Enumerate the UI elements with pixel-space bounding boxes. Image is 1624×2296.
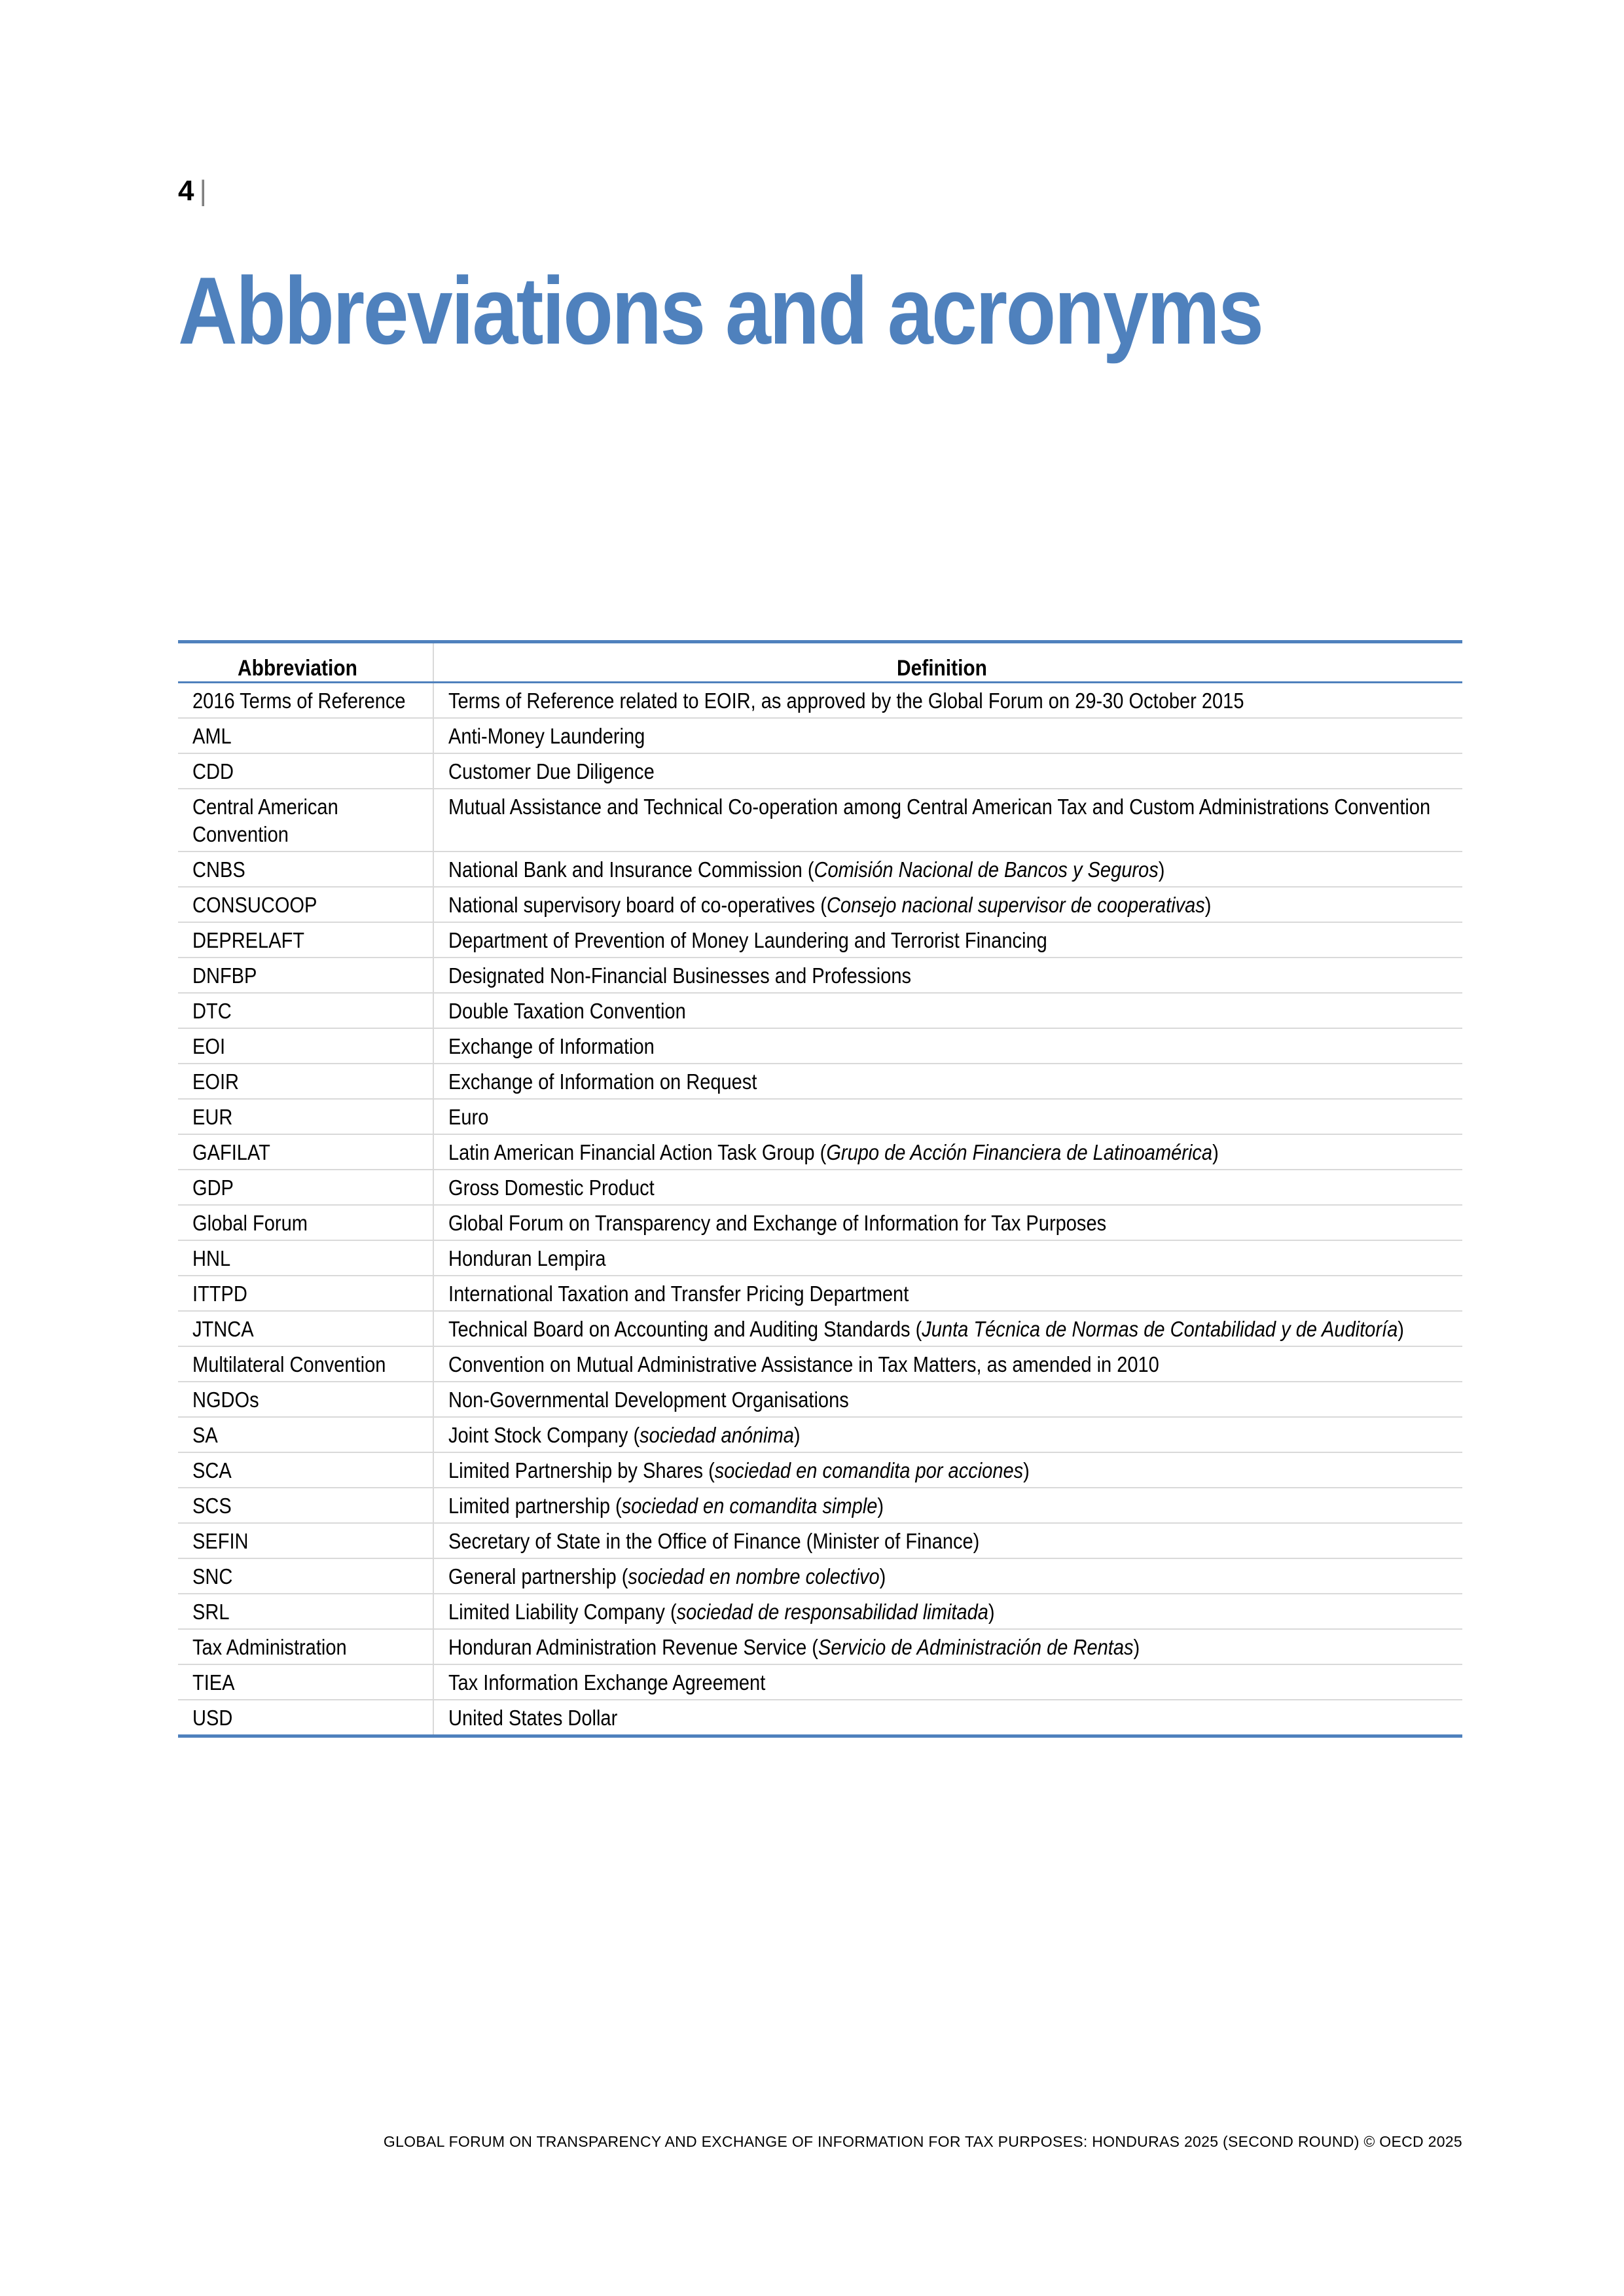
definition-cell [433,1558,1462,1594]
definition-cell [433,993,1462,1028]
definition-original-name: Servicio de Administración de Rentas [818,1635,1134,1659]
table-row [178,1523,1462,1558]
definition-text: Joint Stock Company [448,1423,628,1447]
definition-text: Gross Domestic Product [448,1175,655,1200]
table-row [178,683,1462,719]
table-row [178,753,1462,789]
definition-cell [433,1170,1462,1205]
definition-cell [433,852,1462,887]
definition-content: National Bank and Insurance Commission (Comisión Nacional de Bancos y Seguros) [448,857,1165,882]
definition-cell [433,1417,1462,1452]
abbreviation-cell [178,1594,433,1629]
definition-cell [433,1099,1462,1134]
definition-content: General partnership (sociedad en nombre colectivo) [448,1564,886,1588]
definition-content [448,997,1449,1025]
definition-text: International Taxation and Transfer Pricing Department [448,1282,909,1306]
table-row [178,1558,1462,1594]
page-number-separator: | [199,175,207,207]
definition-cell [433,1346,1462,1382]
abbreviation-cell [178,1558,433,1594]
definition-text: Euro [448,1105,489,1129]
abbreviation-cell [178,958,433,993]
abbreviation-cell [178,1099,433,1134]
abbreviation-text: NGDOs [192,1388,259,1412]
definition-text: United States Dollar [448,1706,618,1730]
abbreviation-text: Multilateral Convention [192,1352,386,1376]
definition-content [448,1103,1449,1131]
abbreviation-text: GAFILAT [192,1140,270,1164]
abbreviation-text: Tax Administration [192,1635,347,1659]
table-row [178,887,1462,922]
table-row [178,1452,1462,1488]
definition-text: Mutual Assistance and Technical Co-operation among Central American Tax and Custom Administrations Convention [448,795,1431,819]
definition-content [448,1280,1449,1308]
definition-text: Limited Partnership by Shares [448,1458,704,1482]
definition-content: Latin American Financial Action Task Group (Grupo de Acción Financiera de Latinoamérica) [448,1140,1219,1164]
abbreviation-text: HNL [192,1246,231,1270]
abbreviation-text: SCA [192,1458,232,1482]
abbreviation-text: EUR [192,1105,233,1129]
table-row [178,1311,1462,1346]
abbreviation-cell [178,1346,433,1382]
abbreviation-text: CNBS [192,857,245,882]
definition-content: Limited Partnership by Shares (sociedad en comandita por acciones) [448,1458,1030,1482]
abbreviation-text: EOI [192,1034,226,1058]
column-header-definition-label: Definition [897,656,988,681]
definition-cell [433,1594,1462,1629]
abbreviation-cell [178,922,433,958]
definition-original-name: Grupo de Acción Financiera de Latinoamérica [826,1140,1213,1164]
abbreviation-text: CDD [192,759,234,783]
table-row [178,958,1462,993]
table-row [178,1417,1462,1452]
definition-cell [433,1629,1462,1664]
definition-cell [433,1452,1462,1488]
definition-text: Honduran Lempira [448,1246,606,1270]
definition-text: Secretary of State in the Office of Finance (Minister of Finance) [448,1529,980,1553]
definition-content [448,793,1449,821]
definition-text: Customer Due Diligence [448,759,655,783]
abbreviation-cell [178,1205,433,1240]
definition-original-name: Consejo nacional supervisor de cooperativas [826,893,1205,917]
definition-cell [433,1205,1462,1240]
abbreviation-cell [178,1311,433,1346]
definition-content [448,962,1449,990]
definition-cell [433,1311,1462,1346]
definition-content [448,1351,1449,1378]
definition-text: Honduran Administration Revenue Service [448,1635,807,1659]
abbreviation-cell [178,683,433,719]
definition-text: Limited Liability Company [448,1600,665,1624]
definition-text: Double Taxation Convention [448,999,686,1023]
abbreviations-table [178,640,1462,1738]
definition-cell [433,1523,1462,1558]
definition-cell [433,1276,1462,1311]
abbreviation-text: JTNCA [192,1317,254,1341]
definition-text: Global Forum on Transparency and Exchange of Information for Tax Purposes [448,1211,1107,1235]
definition-text: Latin American Financial Action Task Group [448,1140,815,1164]
abbreviation-cell [178,1452,433,1488]
definition-content [448,1210,1449,1237]
definition-content [448,1174,1449,1202]
table-row [178,1099,1462,1134]
table-row [178,993,1462,1028]
table-body [178,683,1462,1736]
definition-content: Limited Liability Company (sociedad de responsabilidad limitada) [448,1600,995,1624]
definition-content [448,1386,1449,1414]
definition-text: Exchange of Information [448,1034,655,1058]
table-row [178,1205,1462,1240]
definition-cell [433,789,1462,852]
definition-text: Anti-Money Laundering [448,724,645,748]
abbreviation-cell [178,1629,433,1664]
table-row [178,1170,1462,1205]
definition-content [448,927,1449,954]
page-footer: GLOBAL FORUM ON TRANSPARENCY AND EXCHANGE OF INFORMATION FOR TAX PURPOSES: HONDURAS 2025 (SECOND ROUND) © OECD 2025 [383,2133,1462,2150]
table-row [178,1028,1462,1064]
table-row [178,1629,1462,1664]
abbreviation-text: DNFBP [192,963,257,988]
table-header-row [178,642,1462,683]
definition-cell [433,1488,1462,1523]
abbreviation-cell [178,1700,433,1736]
definition-content [448,758,1449,785]
definition-text: Terms of Reference related to EOIR, as approved by the Global Forum on 29-30 October 2015 [448,689,1244,713]
definition-text: National Bank and Insurance Commission [448,857,803,882]
table-row [178,1382,1462,1417]
abbreviation-cell [178,1523,433,1558]
definition-original-name: Comisión Nacional de Bancos y Seguros [814,857,1159,882]
table-row [178,1594,1462,1629]
definition-text: National supervisory board of co-operatives [448,893,816,917]
definition-cell [433,1064,1462,1099]
table-row [178,922,1462,958]
abbreviation-cell [178,1134,433,1170]
table-row [178,1134,1462,1170]
abbreviation-cell [178,1240,433,1276]
definition-text: Department of Prevention of Money Laundering and Terrorist Financing [448,928,1047,952]
abbreviation-text: TIEA [192,1670,235,1695]
abbreviation-cell [178,887,433,922]
definition-cell [433,1382,1462,1417]
abbreviation-text: DTC [192,999,232,1023]
definition-content: National supervisory board of co-operatives (Consejo nacional supervisor de cooperativas) [448,893,1212,917]
table-row [178,718,1462,753]
definition-original-name: sociedad en nombre colectivo [628,1564,880,1588]
definition-content [448,1704,1449,1732]
definition-content: Limited partnership (sociedad en comandita simple) [448,1494,884,1518]
definition-cell [433,718,1462,753]
abbreviation-cell [178,1276,433,1311]
definition-original-name: sociedad de responsabilidad limitada [676,1600,988,1624]
page-number-value: 4 [178,175,194,207]
abbreviation-cell [178,789,433,852]
definition-cell [433,683,1462,719]
page-title: Abbreviations and acronyms [178,257,1263,364]
abbreviation-cell [178,852,433,887]
table-row [178,1488,1462,1523]
definition-text: Technical Board on Accounting and Auditing Standards [448,1317,911,1341]
definition-content [448,1245,1449,1272]
definition-original-name: sociedad en comandita por acciones [714,1458,1024,1482]
table-row [178,1700,1462,1736]
abbreviation-cell [178,753,433,789]
table-row [178,789,1462,852]
abbreviation-cell [178,718,433,753]
abbreviation-text: GDP [192,1175,234,1200]
abbreviation-text: USD [192,1706,233,1730]
definition-content [448,723,1449,750]
definition-text: Convention on Mutual Administrative Assistance in Tax Matters, as amended in 2010 [448,1352,1159,1376]
definition-text: Non-Governmental Development Organisations [448,1388,849,1412]
abbreviation-text: 2016 Terms of Reference [192,689,406,713]
definition-content: Honduran Administration Revenue Service (Servicio de Administración de Rentas) [448,1635,1140,1659]
definition-content [448,1033,1449,1060]
abbreviation-cell [178,1488,433,1523]
definition-text: Limited partnership [448,1494,610,1518]
abbreviation-text: CONSUCOOP [192,893,317,917]
abbreviation-text: Global Forum [192,1211,308,1235]
abbreviation-text: SEFIN [192,1529,249,1553]
abbreviation-cell [178,993,433,1028]
abbreviation-text: SNC [192,1564,233,1588]
definition-text: General partnership [448,1564,617,1588]
abbreviation-text: SRL [192,1600,230,1624]
definition-cell [433,1240,1462,1276]
column-header-abbreviation-label: Abbreviation [237,656,357,681]
definition-text: Exchange of Information on Request [448,1069,757,1094]
abbreviation-cell [178,1064,433,1099]
definition-cell [433,887,1462,922]
table-row [178,1064,1462,1099]
abbreviation-cell [178,1382,433,1417]
definition-original-name: sociedad en comandita simple [621,1494,878,1518]
definition-text: Designated Non-Financial Businesses and Professions [448,963,912,988]
definition-content [448,1528,1449,1555]
definition-cell [433,958,1462,993]
abbreviation-text: Central American Convention [192,795,338,846]
abbreviation-text: EOIR [192,1069,240,1094]
abbreviation-text: AML [192,724,232,748]
definition-cell [433,753,1462,789]
definition-cell [433,1134,1462,1170]
abbreviation-cell [178,1170,433,1205]
abbreviation-cell [178,1417,433,1452]
abbreviation-cell [178,1028,433,1064]
column-header-abbreviation [178,642,433,683]
definition-cell [433,1028,1462,1064]
table-row [178,1276,1462,1311]
page-number [178,174,207,208]
table-row [178,1664,1462,1700]
definition-text: Tax Information Exchange Agreement [448,1670,766,1695]
abbreviation-text: DEPRELAFT [192,928,305,952]
definition-cell [433,1664,1462,1700]
table-row [178,1346,1462,1382]
abbreviation-text: SCS [192,1494,232,1518]
definition-content [448,1068,1449,1096]
table-row [178,1240,1462,1276]
definition-original-name: Junta Técnica de Normas de Contabilidad y de Auditoría [922,1317,1398,1341]
definition-content: Joint Stock Company (sociedad anónima) [448,1423,801,1447]
definition-content [448,687,1449,715]
definition-original-name: sociedad anónima [640,1423,794,1447]
column-header-definition [433,642,1462,683]
definition-content: Technical Board on Accounting and Auditing Standards (Junta Técnica de Normas de Contabilidad y de Auditoría) [448,1317,1404,1341]
definition-cell [433,922,1462,958]
abbreviation-text: ITTPD [192,1282,247,1306]
abbreviation-text: SA [192,1423,218,1447]
definition-content [448,1669,1449,1696]
abbreviation-cell [178,1664,433,1700]
definition-cell [433,1700,1462,1736]
table-row [178,852,1462,887]
